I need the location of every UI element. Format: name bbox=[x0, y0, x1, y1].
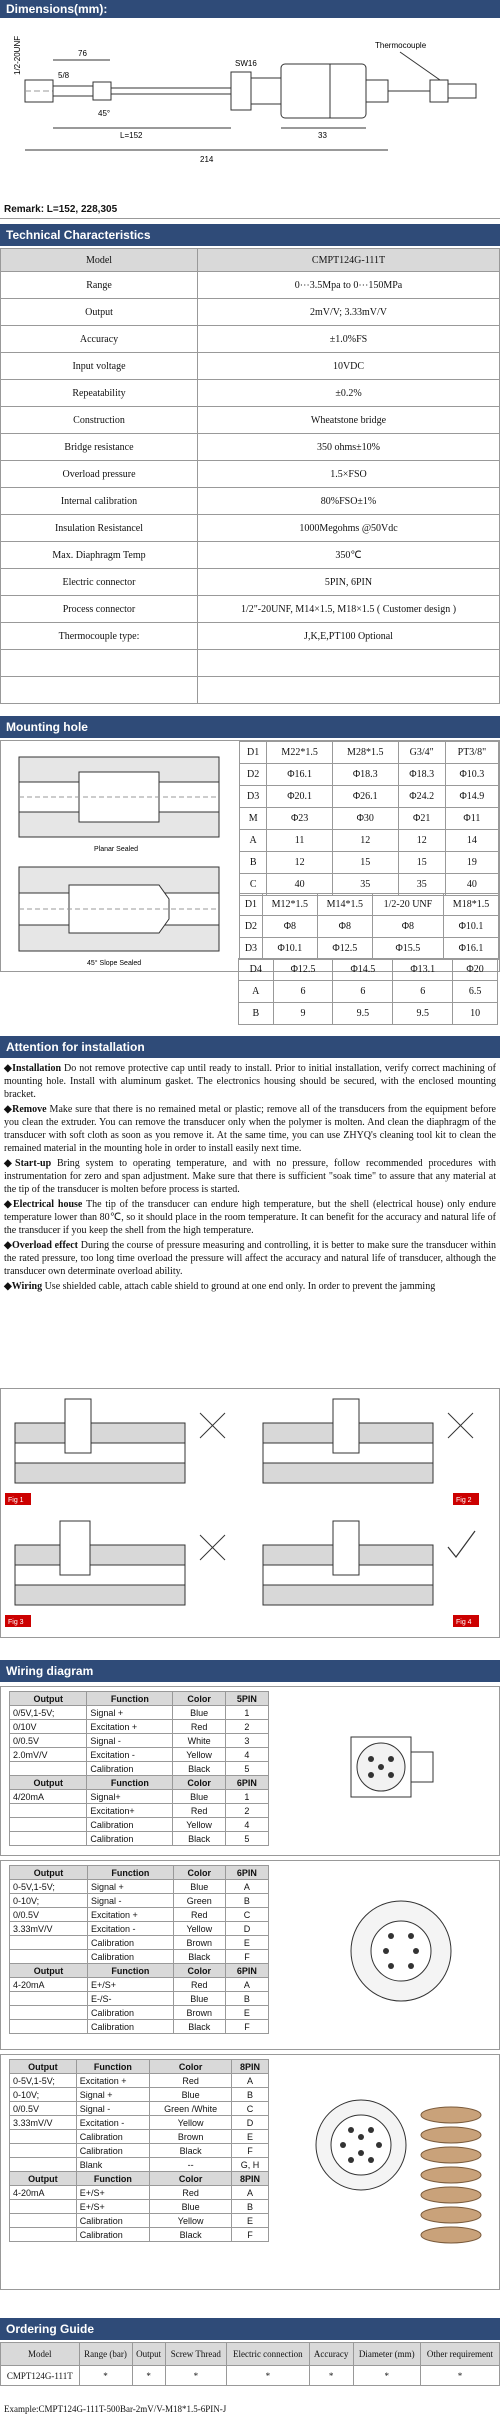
spec-value: 10VDC bbox=[198, 353, 500, 380]
table-row bbox=[1, 299, 500, 326]
table-row bbox=[1, 434, 500, 461]
table-row: Model Range (bar) Output Screw Thread Electric connection Accuracy Diameter (mm) Other requirement bbox=[1, 2343, 500, 2366]
dim-n-label: 5/8 bbox=[58, 71, 70, 80]
table-row: M Φ23 Φ30 Φ21 Φ11 bbox=[240, 808, 499, 830]
spec-label: Max. Diaphragm Temp bbox=[1, 542, 198, 569]
table-row bbox=[1, 380, 500, 407]
table-row bbox=[1, 650, 500, 677]
table-row: CMPT124G-111T * * * * * * * bbox=[1, 2366, 500, 2386]
ordering-example: Example:CMPT124G-111T-500Bar-2mV/V-M18*1.5-6PIN-J bbox=[4, 2404, 227, 2414]
ordering-table bbox=[0, 2342, 500, 2386]
spec-label: Internal calibration bbox=[1, 488, 198, 515]
spec-label: Insulation Resistancel bbox=[1, 515, 198, 542]
paragraph: ◆Electrical house The tip of the transducer can endure high temperature, but the shell (electrical house) only endure temperature lower than 80℃, so it should place in the room temperature. It can benefit for the accuracy and natural life of the transducer if you keep the shell from the high temperature. bbox=[4, 1199, 496, 1236]
table-row: D2 Φ8 Φ8 Φ8 Φ10.1 bbox=[240, 916, 499, 938]
table-row: D1 M12*1.5 M14*1.5 1/2-20 UNF M18*1.5 bbox=[240, 894, 499, 916]
dim-d-label: 33 bbox=[318, 131, 327, 140]
spec-value: 1.5×FSO bbox=[198, 461, 500, 488]
spec-value: 1/2"-20UNF, M14×1.5, M18×1.5 ( Customer design ) bbox=[198, 596, 500, 623]
divider bbox=[0, 218, 500, 219]
wiring-block-5pin bbox=[0, 1686, 500, 1856]
table-row: D3 Φ20.1 Φ26.1 Φ24.2 Φ14.9 bbox=[240, 786, 499, 808]
spec-label: Input voltage bbox=[1, 353, 198, 380]
wiring-table-6pin: Output Function Color 6PIN 0-5V,1-5V; Signal + Blue A 0-10V; Signal - Green B 0/0.5V Excitation + Red C 3.33mV/V Excitation - Yellow D Calibration Brown E Calibration Black F Output Function Color 6PIN 4-20mA E+/S+ Red A E-/S- Blue B Calibration Brown E Calibration Black F bbox=[9, 1865, 269, 2034]
spec-label: Process connector bbox=[1, 596, 198, 623]
spec-value: 80%FSO±1% bbox=[198, 488, 500, 515]
slope-sealed-drawing bbox=[9, 859, 229, 971]
spec-label bbox=[1, 677, 198, 704]
table-row: C 40 35 35 40 bbox=[240, 874, 499, 896]
table-row bbox=[1, 677, 500, 704]
paragraph: ◆Installation Do not remove protective cap until ready to install. Prior to initial installation, verify correct machining of mounting hole. Install with aluminum gasket. The electronics housing should be secured, with the enclosed mounting bracket. bbox=[4, 1063, 497, 1100]
table-row: D2 Φ16.1 Φ18.3 Φ18.3 Φ10.3 bbox=[240, 764, 499, 786]
table-row bbox=[1, 272, 500, 299]
wiring-block-6pin bbox=[0, 1860, 500, 2050]
wiring-block-8pin bbox=[0, 2054, 500, 2290]
table-row bbox=[1, 596, 500, 623]
table-row bbox=[1, 326, 500, 353]
planar-sealed-drawing bbox=[9, 747, 229, 857]
table-row bbox=[1, 488, 500, 515]
planar-caption: Planar Sealed bbox=[94, 846, 138, 853]
technical-table bbox=[0, 248, 500, 704]
ordering-heading: Ordering Guide bbox=[0, 2318, 500, 2340]
table-row: B 12 15 15 19 bbox=[240, 852, 499, 874]
mounting-panel bbox=[0, 740, 500, 972]
table-row bbox=[1, 461, 500, 488]
fig-2 bbox=[253, 1393, 489, 1511]
slope-dimension-table bbox=[239, 893, 499, 960]
wiring-heading: Wiring diagram bbox=[0, 1660, 500, 1682]
spec-label: Range bbox=[1, 272, 198, 299]
table-row bbox=[1, 407, 500, 434]
dimension-drawing bbox=[0, 20, 500, 200]
dim-total-label: 214 bbox=[200, 155, 214, 164]
spec-label bbox=[1, 650, 198, 677]
spec-label: Bridge resistance bbox=[1, 434, 198, 461]
table-row bbox=[1, 515, 500, 542]
spec-label: Construction bbox=[1, 407, 198, 434]
spec-value: ±0.2% bbox=[198, 380, 500, 407]
install-figures bbox=[0, 1388, 500, 1638]
table-row: D1 M22*1.5 M28*1.5 G3/4" PT3/8" bbox=[240, 742, 499, 764]
fig-3 bbox=[5, 1515, 241, 1633]
spec-value: J,K,E,PT100 Optional bbox=[198, 623, 500, 650]
spec-value: 1000Megohms @50Vdc bbox=[198, 515, 500, 542]
spec-value bbox=[198, 650, 500, 677]
header-value: CMPT124G-111T bbox=[198, 249, 500, 272]
spec-label: Overload pressure bbox=[1, 461, 198, 488]
spec-value: 0⋯3.5Mpa to 0⋯150MPa bbox=[198, 272, 500, 299]
dim-sw-label: SW16 bbox=[235, 59, 257, 68]
connector-8pin-icon bbox=[301, 2075, 491, 2275]
paragraph: ◆Wiring Use shielded cable, attach cable shield to ground at one end only. In order to prevent the jamming bbox=[4, 1281, 436, 1292]
spec-value bbox=[198, 677, 500, 704]
table-row: D4 Φ12.5 Φ14.5 Φ13.1 Φ20 bbox=[239, 959, 498, 981]
connector-5pin-icon bbox=[331, 1717, 461, 1817]
table-row: A 6 6 6 6.5 bbox=[239, 981, 498, 1003]
attention-heading: Attention for installation bbox=[0, 1036, 500, 1058]
spec-value: 350℃ bbox=[198, 542, 500, 569]
dimensions-heading: Dimensions(mm): bbox=[0, 0, 500, 18]
remark: Remark: L=152, 228,305 bbox=[4, 204, 118, 215]
paragraph: ◆Overload effect During the course of pressure measuring and controlling, it is better to make sure the transducer within the rated pressure, too long time overload the pressure will affect the accuracy and natural life of transducer, although the transducer own determinate overload ability. bbox=[4, 1240, 496, 1277]
header-label: Model bbox=[1, 249, 198, 272]
dim-p-label: 1/2-20UNF bbox=[13, 35, 22, 75]
spec-value: 5PIN, 6PIN bbox=[198, 569, 500, 596]
attention-text bbox=[4, 1062, 496, 1293]
spec-value: Wheatstone bridge bbox=[198, 407, 500, 434]
spec-value: 350 ohms±10% bbox=[198, 434, 500, 461]
table-row bbox=[1, 623, 500, 650]
spec-label: Repeatability bbox=[1, 380, 198, 407]
thermocouple-label: Thermocouple bbox=[375, 41, 427, 50]
fig-1 bbox=[5, 1393, 241, 1511]
dim-m-label: 76 bbox=[78, 49, 87, 58]
spec-value: 2mV/V; 3.33mV/V bbox=[198, 299, 500, 326]
paragraph: ◆Start-up Bring system to operating temperature, and with no pressure, follow recommended procedures with instrumentation for zero and span adjustment. Make sure that there is sufficient "soak time" to assure that any material at the tip of the transducer is molten before process is started. bbox=[4, 1158, 496, 1195]
table-row bbox=[1, 542, 500, 569]
wiring-table-8pin: Output Function Color 8PIN 0-5V,1-5V; Excitation + Red A 0-10V; Signal + Blue B 0/0.5V Signal - Green /White C 3.33mV/V Excitation - Yellow D Calibration Brown E Calibration Black F Blank -- G, H Output Function Color 8PIN 4-20mA E+/S+ Red A E+/S+ Blue B Calibration Yellow E Calibration Black F bbox=[9, 2059, 269, 2242]
spec-label: Accuracy bbox=[1, 326, 198, 353]
table-row bbox=[1, 569, 500, 596]
fig-4-label: Fig 4 bbox=[456, 1619, 472, 1626]
table-row: A 11 12 12 14 bbox=[240, 830, 499, 852]
mounting-heading: Mounting hole bbox=[0, 716, 500, 738]
wiring-table-5pin: Output Function Color 5PIN 0/5V,1-5V; Signal + Blue 1 0/10V Excitation + Red 2 0/0.5V Signal - White 3 2.0mV/V Excitation - Yellow 4 Calibration Black 5 Output Function Color 6PIN 4/20mA Signal+ Blue 1 Excitation+ Red 2 Calibration Yellow 4 Calibration Black 5 bbox=[9, 1691, 269, 1846]
spec-value: ±1.0%FS bbox=[198, 326, 500, 353]
paragraph: ◆Remove Make sure that there is no remained metal or plastic; remove all of the transducers from the equipment before you clean the extruder. You can remove the transducer only when the polymer is molten. And clean the diaphragm of the transducer with soft cloth as soon as you remove it. At the same time, you can use ZHYQ's cleaning tool kit to clean the remained material in the mounting hole in order to install easily next time. bbox=[4, 1104, 496, 1154]
dim-k-label: 45° bbox=[98, 109, 111, 118]
connector-6pin-icon bbox=[341, 1891, 471, 2011]
table-row: B 9 9.5 9.5 10 bbox=[239, 1003, 498, 1025]
fig-3-label: Fig 3 bbox=[8, 1619, 24, 1626]
table-row bbox=[1, 249, 500, 272]
fig-4 bbox=[253, 1515, 489, 1633]
slope-caption: 45° Slope Sealed bbox=[87, 960, 142, 967]
spec-label: Electric connector bbox=[1, 569, 198, 596]
slope-dimension-table-cont bbox=[238, 958, 498, 1025]
dim-l-label: L=152 bbox=[120, 131, 143, 140]
planar-dimension-table bbox=[239, 741, 499, 896]
spec-label: Output bbox=[1, 299, 198, 326]
technical-heading: Technical Characteristics bbox=[0, 224, 500, 246]
spec-label: Thermocouple type: bbox=[1, 623, 198, 650]
fig-1-label: Fig 1 bbox=[8, 1497, 24, 1504]
table-row: D3 Φ10.1 Φ12.5 Φ15.5 Φ16.1 bbox=[240, 938, 499, 960]
fig-2-label: Fig 2 bbox=[456, 1497, 472, 1504]
table-row bbox=[1, 353, 500, 380]
